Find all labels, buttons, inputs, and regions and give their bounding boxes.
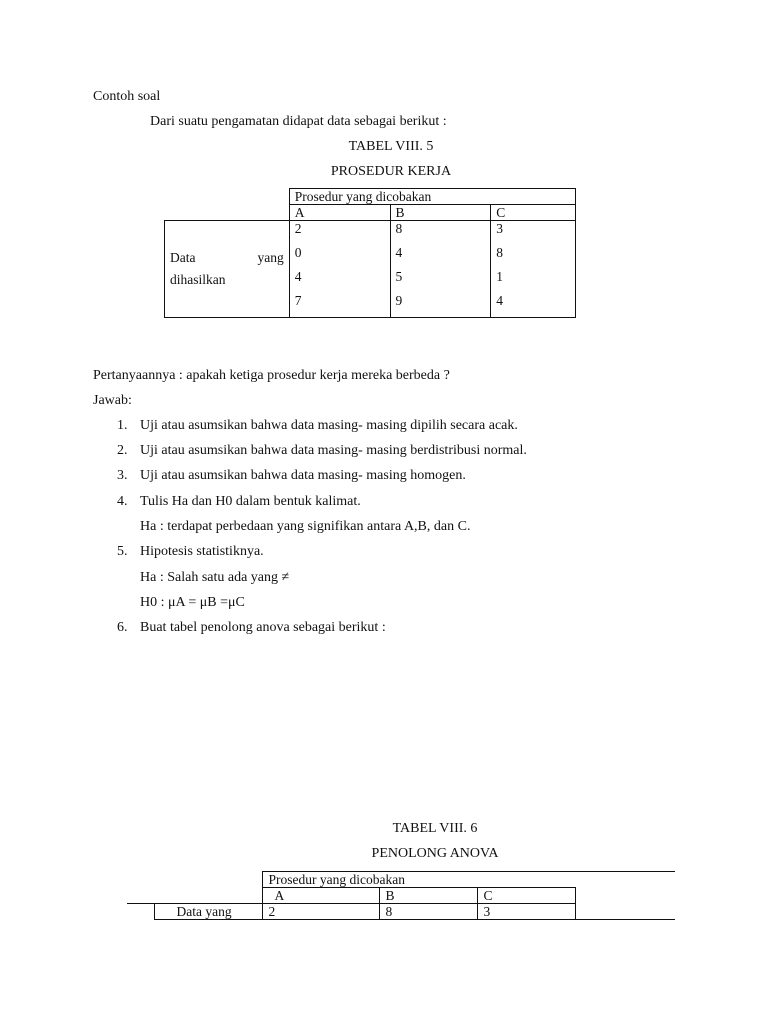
table-cell: 4 <box>294 269 302 284</box>
step-sub-text: Ha : Salah satu ada yang ≠ <box>140 570 290 585</box>
step-number: 3. <box>117 468 128 483</box>
step-text: Uji atau asumsikan bahwa data masing- masing dipilih secara acak. <box>140 418 518 433</box>
table-penolong-anova <box>127 871 675 920</box>
table1-col-b-header: B <box>390 205 491 221</box>
step-number: 1. <box>117 418 128 433</box>
table2-col-a-header: A <box>262 888 379 904</box>
step-number: 2. <box>117 443 128 458</box>
question-text: Pertanyaannya : apakah ketiga prosedur kerja mereka berbeda ? <box>93 368 450 383</box>
table-cell: 3 <box>477 904 575 920</box>
table1-row-label <box>165 221 290 318</box>
table2-col-c-header: C <box>477 888 575 904</box>
table-cell: 8 <box>395 221 403 236</box>
table1-col-a-header: A <box>289 205 390 221</box>
table-cell: 2 <box>262 904 379 920</box>
step-text: Uji atau asumsikan bahwa data masing- masing homogen. <box>140 468 466 483</box>
step-sub-text: Ha : terdapat perbedaan yang signifikan antara A,B, dan C. <box>140 519 471 534</box>
step-text: Hipotesis statistiknya. <box>140 544 264 559</box>
table1-col-a-values <box>289 221 390 318</box>
step-number: 5. <box>117 544 128 559</box>
table-cell: 8 <box>379 904 477 920</box>
table-cell: 7 <box>294 293 302 308</box>
table1-group-header: Prosedur yang dicobakan <box>289 189 575 205</box>
row-label-dihasilkan: dihasilkan <box>170 272 226 287</box>
table2-subtitle: PENOLONG ANOVA <box>371 846 499 861</box>
table-cell: 5 <box>395 269 403 284</box>
step-text: Buat tabel penolong anova sebagai berikut : <box>140 620 386 635</box>
table-cell: 3 <box>496 221 503 236</box>
row-label-data: Data <box>170 250 196 265</box>
table-cell: 9 <box>395 293 403 308</box>
table-cell: 4 <box>395 245 403 260</box>
table2-row-label: Data yang <box>154 904 262 920</box>
table1-col-b-values <box>390 221 491 318</box>
row-label-yang: yang <box>257 250 284 265</box>
table-cell: 1 <box>496 269 503 284</box>
answer-label: Jawab: <box>93 393 132 408</box>
step-text: Tulis Ha dan H0 dalam bentuk kalimat. <box>140 494 361 509</box>
table2-col-b-header: B <box>379 888 477 904</box>
table1-subtitle: PROSEDUR KERJA <box>330 164 452 179</box>
step-number: 4. <box>117 494 128 509</box>
table1-col-c-values <box>491 221 576 318</box>
table2-title: TABEL VIII. 6 <box>392 821 478 836</box>
step-number: 6. <box>117 620 128 635</box>
step-text: Uji atau asumsikan bahwa data masing- masing berdistribusi normal. <box>140 443 527 458</box>
page-heading: Contoh soal <box>93 89 161 104</box>
table2-group-header: Prosedur yang dicobakan <box>262 872 675 888</box>
table-prosedur-kerja <box>164 188 576 318</box>
table-cell: 0 <box>294 245 302 260</box>
table1-col-c-header: C <box>491 205 576 221</box>
step-sub-text: H0 : μA = μB =μC <box>140 595 245 610</box>
table-cell: 8 <box>496 245 503 260</box>
intro-text: Dari suatu pengamatan didapat data sebagai berikut : <box>150 114 447 129</box>
table-cell: 2 <box>294 221 302 236</box>
table1-title: TABEL VIII. 5 <box>348 139 434 154</box>
table-cell: 4 <box>496 293 503 308</box>
